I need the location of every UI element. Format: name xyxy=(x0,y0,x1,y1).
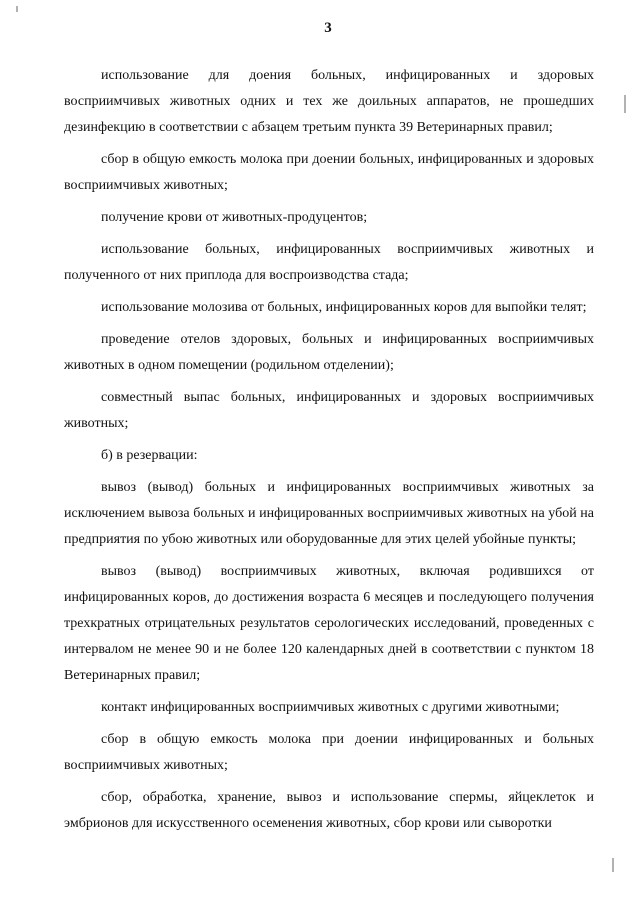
paragraph: сбор, обработка, хранение, вывоз и использование спермы, яйцеклеток и эмбрионов для искусственного осеменения животных, сбор крови или сыворотки xyxy=(64,790,594,831)
paragraph: сбор в общую емкость молока при доении больных, инфицированных и здоровых восприимчивых животных; xyxy=(64,152,594,193)
paragraph: вывоз (вывод) больных и инфицированных восприимчивых животных за исключением вывоза больных и инфицированных восприимчивых животных на убой на предприятия по убою животных или оборудованные для этих целей убойные пункты; xyxy=(64,480,594,547)
paragraph: вывоз (вывод) восприимчивых животных, включая родившихся от инфицированных коров, до достижения возраста 6 месяцев и последующего получения трехкратных отрицательных результатов серологических исследований, проведенных с интервалом не менее 90 и не более 120 календарных дней в соответствии с пунктом 18 Ветеринарных правил; xyxy=(64,564,594,683)
paragraph: проведение отелов здоровых, больных и инфицированных восприимчивых животных в одном помещении (родильном отделении); xyxy=(64,332,594,373)
subsection-heading: б) в резервации: xyxy=(101,448,198,463)
paragraph: использование больных, инфицированных восприимчивых животных и полученного от них приплода для воспроизводства стада; xyxy=(64,242,594,283)
paragraph: получение крови от животных-продуцентов; xyxy=(101,210,368,225)
scan-artifact-mark xyxy=(16,6,18,12)
paragraph: контакт инфицированных восприимчивых животных с другими животными; xyxy=(101,700,560,715)
paragraph: использование молозива от больных, инфицированных коров для выпойки телят; xyxy=(101,300,587,315)
paragraph: использование для доения больных, инфицированных и здоровых восприимчивых животных одних и тех же доильных аппаратов, не прошедших дезинфекцию в соответствии с абзацем третьим пункта 39 Ветеринарных правил; xyxy=(64,68,594,135)
scan-artifact-mark xyxy=(612,858,614,872)
paragraph: совместный выпас больных, инфицированных и здоровых восприимчивых животных; xyxy=(64,390,594,431)
paragraph: сбор в общую емкость молока при доении инфицированных и больных восприимчивых животных; xyxy=(64,732,594,773)
scan-artifact-mark xyxy=(624,95,626,113)
document-body xyxy=(64,63,594,843)
page-number: 3 xyxy=(324,20,332,36)
